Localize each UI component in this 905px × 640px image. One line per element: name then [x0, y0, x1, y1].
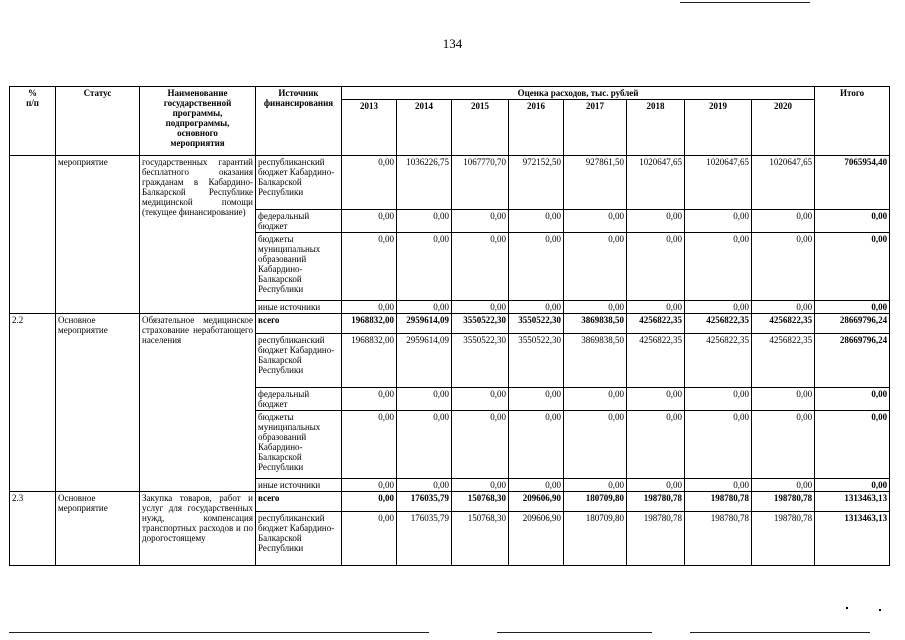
value-cell: 0,00 — [627, 210, 685, 233]
page-number: 134 — [442, 36, 463, 51]
value-cell: 3550522,30 — [509, 314, 564, 334]
value-cell: 0,00 — [685, 210, 752, 233]
row-number: 2.3 — [10, 492, 56, 566]
scan-speck — [846, 607, 848, 609]
total-cell: 0,00 — [815, 411, 890, 479]
total-cell: 7065954,40 — [815, 156, 890, 210]
value-cell: 0,00 — [685, 301, 752, 314]
bottom-rule-right — [690, 632, 870, 633]
value-cell: 0,00 — [342, 210, 397, 233]
value-cell: 0,00 — [752, 411, 815, 479]
source-cell: федеральный бюджет — [256, 210, 342, 233]
value-cell: 3550522,30 — [452, 314, 509, 334]
total-cell: 28669796,24 — [815, 314, 890, 334]
value-cell: 1020647,65 — [752, 156, 815, 210]
value-cell: 0,00 — [685, 233, 752, 301]
value-cell: 0,00 — [752, 233, 815, 301]
value-cell: 0,00 — [397, 388, 452, 411]
value-cell: 1968832,00 — [342, 334, 397, 388]
value-cell: 0,00 — [452, 411, 509, 479]
value-cell: 3550522,30 — [509, 334, 564, 388]
value-cell: 0,00 — [342, 156, 397, 210]
value-cell: 4256822,35 — [685, 334, 752, 388]
header-status: Статус — [56, 87, 140, 156]
value-cell: 180709,80 — [564, 512, 627, 566]
bottom-rule-middle — [497, 632, 652, 633]
total-cell: 0,00 — [815, 388, 890, 411]
value-cell: 0,00 — [627, 388, 685, 411]
value-cell: 0,00 — [685, 411, 752, 479]
value-cell: 0,00 — [452, 233, 509, 301]
program-name-cell: Закупка товаров, работ и услуг для государственных нужд, компенсация транспортных расходов и по дорогостоящему — [140, 492, 256, 566]
status-cell: Основное мероприятие — [56, 492, 140, 566]
value-cell: 4256822,35 — [627, 334, 685, 388]
value-cell: 0,00 — [397, 301, 452, 314]
value-cell: 198780,78 — [752, 492, 815, 512]
value-cell: 1020647,65 — [685, 156, 752, 210]
value-cell: 0,00 — [452, 301, 509, 314]
value-cell: 150768,30 — [452, 512, 509, 566]
value-cell: 198780,78 — [685, 512, 752, 566]
value-cell: 0,00 — [627, 233, 685, 301]
value-cell: 0,00 — [509, 233, 564, 301]
value-cell: 0,00 — [564, 233, 627, 301]
value-cell: 3869838,50 — [564, 314, 627, 334]
value-cell: 0,00 — [342, 512, 397, 566]
bottom-rule-left — [9, 632, 429, 633]
source-cell: республиканский бюджет Кабардино-Балкарской Республики — [256, 334, 342, 388]
total-cell: 0,00 — [815, 301, 890, 314]
value-cell: 0,00 — [564, 301, 627, 314]
value-cell: 0,00 — [397, 411, 452, 479]
source-cell: всего — [256, 314, 342, 334]
scan-speck — [879, 609, 881, 611]
value-cell: 0,00 — [685, 479, 752, 492]
header-year: 2018 — [627, 100, 685, 156]
total-cell: 1313463,13 — [815, 492, 890, 512]
header-total: Итого — [815, 87, 890, 156]
value-cell: 0,00 — [452, 210, 509, 233]
header-year: 2019 — [685, 100, 752, 156]
header-name: Наименование государственной программы, подпрограммы, основного мероприятия — [140, 87, 256, 156]
value-cell: 0,00 — [342, 301, 397, 314]
value-cell: 198780,78 — [685, 492, 752, 512]
value-cell: 0,00 — [509, 210, 564, 233]
value-cell: 0,00 — [397, 210, 452, 233]
source-cell: бюджеты муниципальных образований Кабардино-Балкарской Республики — [256, 233, 342, 301]
value-cell: 198780,78 — [627, 492, 685, 512]
value-cell: 2959614,09 — [397, 314, 452, 334]
value-cell: 0,00 — [342, 479, 397, 492]
value-cell: 0,00 — [509, 411, 564, 479]
value-cell: 0,00 — [397, 233, 452, 301]
value-cell: 180709,80 — [564, 492, 627, 512]
value-cell: 198780,78 — [627, 512, 685, 566]
value-cell: 0,00 — [685, 388, 752, 411]
table-row — [10, 156, 890, 210]
value-cell: 0,00 — [564, 388, 627, 411]
value-cell: 0,00 — [342, 388, 397, 411]
value-cell: 3869838,50 — [564, 334, 627, 388]
value-cell: 1036226,75 — [397, 156, 452, 210]
value-cell: 0,00 — [509, 479, 564, 492]
header-year: 2014 — [397, 100, 452, 156]
total-cell: 1313463,13 — [815, 512, 890, 566]
value-cell: 0,00 — [564, 210, 627, 233]
value-cell: 3550522,30 — [452, 334, 509, 388]
header-year: 2017 — [564, 100, 627, 156]
value-cell: 0,00 — [509, 388, 564, 411]
value-cell: 0,00 — [564, 411, 627, 479]
table-row — [10, 492, 890, 512]
value-cell: 4256822,35 — [752, 334, 815, 388]
header-num: % п/п — [10, 87, 56, 156]
value-cell: 972152,50 — [509, 156, 564, 210]
value-cell: 2959614,09 — [397, 334, 452, 388]
source-cell: иные источники — [256, 479, 342, 492]
value-cell: 0,00 — [627, 301, 685, 314]
row-number: 2.2 — [10, 314, 56, 492]
value-cell: 4256822,35 — [685, 314, 752, 334]
header-estimate: Оценка расходов, тыс. рублей — [342, 87, 815, 100]
value-cell: 150768,30 — [452, 492, 509, 512]
total-cell: 0,00 — [815, 233, 890, 301]
header-year: 2013 — [342, 100, 397, 156]
value-cell: 1067770,70 — [452, 156, 509, 210]
value-cell: 4256822,35 — [752, 314, 815, 334]
program-name-cell: государственных гарантий бесплатного оказания гражданам в Кабардино-Балкарской Республике медицинской помощи (текущее финансирование) — [140, 156, 256, 314]
row-number — [10, 156, 56, 314]
top-rule — [680, 2, 810, 3]
source-cell: федеральный бюджет — [256, 388, 342, 411]
value-cell: 0,00 — [452, 388, 509, 411]
status-cell: мероприятие — [56, 156, 140, 314]
value-cell: 0,00 — [752, 210, 815, 233]
value-cell: 176035,79 — [397, 512, 452, 566]
status-cell: Основное мероприятие — [56, 314, 140, 492]
value-cell: 209606,90 — [509, 492, 564, 512]
header-year: 2020 — [752, 100, 815, 156]
total-cell: 0,00 — [815, 210, 890, 233]
source-cell: всего — [256, 492, 342, 512]
value-cell: 0,00 — [627, 479, 685, 492]
value-cell: 0,00 — [752, 479, 815, 492]
value-cell: 0,00 — [509, 301, 564, 314]
value-cell: 0,00 — [397, 479, 452, 492]
value-cell: 1968832,00 — [342, 314, 397, 334]
source-cell: республиканский бюджет Кабардино-Балкарской Республики — [256, 156, 342, 210]
value-cell: 0,00 — [342, 233, 397, 301]
source-cell: республиканский бюджет Кабардино-Балкарской Республики — [256, 512, 342, 566]
value-cell: 0,00 — [342, 411, 397, 479]
value-cell: 198780,78 — [752, 512, 815, 566]
header-source: Источник финансирования — [256, 87, 342, 156]
value-cell: 0,00 — [342, 492, 397, 512]
header-year: 2016 — [509, 100, 564, 156]
total-cell: 0,00 — [815, 479, 890, 492]
value-cell: 1020647,65 — [627, 156, 685, 210]
value-cell: 0,00 — [752, 301, 815, 314]
expenses-table — [9, 86, 890, 566]
total-cell: 28669796,24 — [815, 334, 890, 388]
table-row — [10, 314, 890, 334]
value-cell: 0,00 — [752, 388, 815, 411]
header-year: 2015 — [452, 100, 509, 156]
value-cell: 0,00 — [452, 479, 509, 492]
value-cell: 176035,79 — [397, 492, 452, 512]
program-name-cell: Обязательное медицинское страхование неработающего населения — [140, 314, 256, 492]
value-cell: 4256822,35 — [627, 314, 685, 334]
value-cell: 0,00 — [627, 411, 685, 479]
value-cell: 0,00 — [564, 479, 627, 492]
value-cell: 209606,90 — [509, 512, 564, 566]
value-cell: 927861,50 — [564, 156, 627, 210]
source-cell: бюджеты муниципальных образований Кабардино-Балкарской Республики — [256, 411, 342, 479]
source-cell: иные источники — [256, 301, 342, 314]
